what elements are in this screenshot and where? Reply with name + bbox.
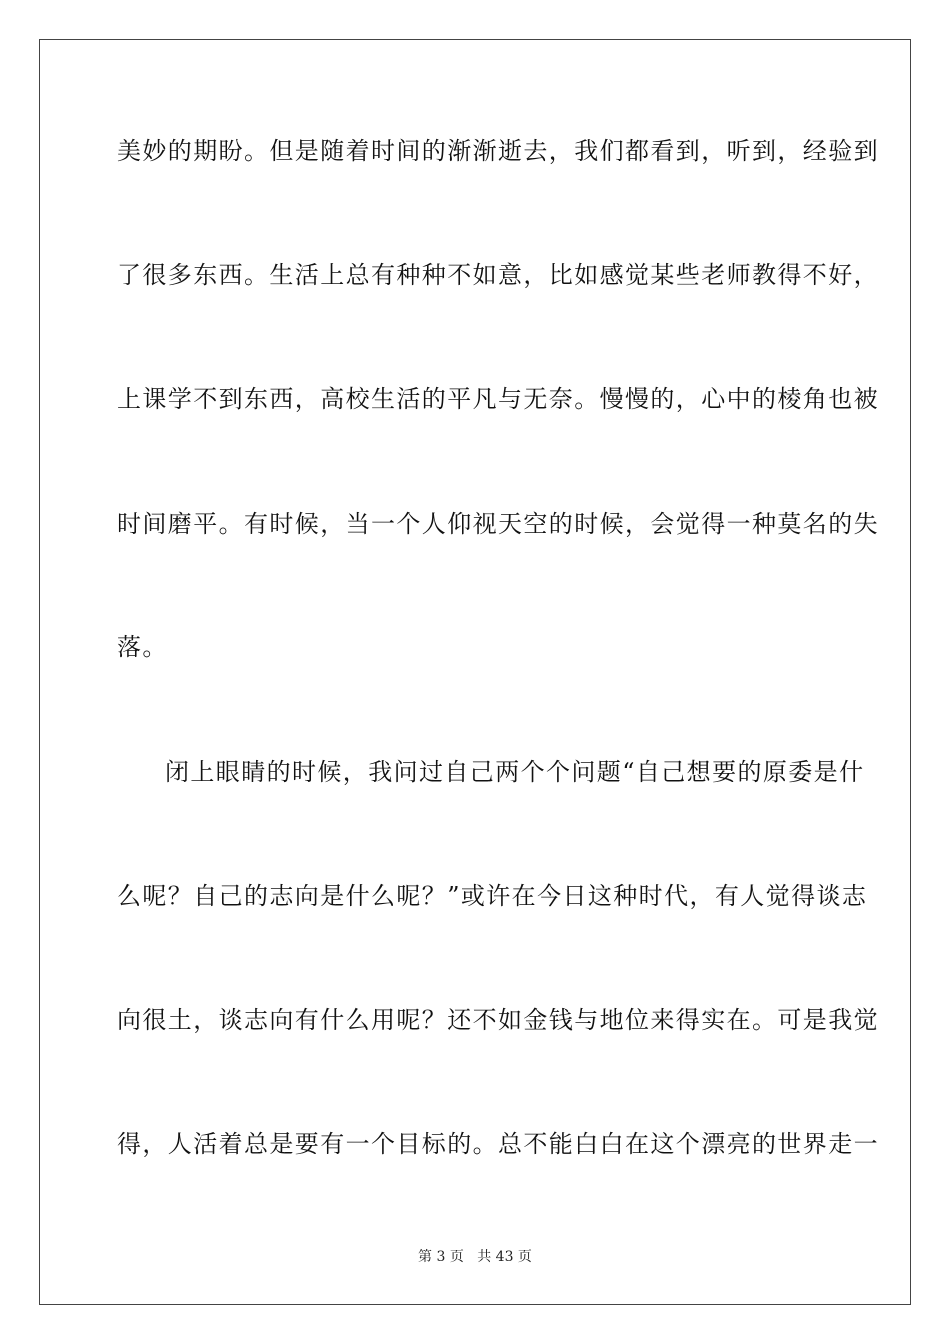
- page-border: [39, 39, 911, 1305]
- body-line-5: 落。: [117, 633, 168, 661]
- body-line-9: 得，人活着总是要有一个目标的。总不能白白在这个漂亮的世界走一: [117, 1130, 879, 1158]
- body-line-8: 向很土，谈志向有什么用呢？还不如金钱与地位来得实在。可是我觉: [117, 1006, 879, 1034]
- body-line-4: 时间磨平。有时候，当一个人仰视天空的时候，会觉得一种莫名的失: [117, 510, 879, 538]
- page-number: 第 3 页: [418, 1249, 464, 1265]
- page-footer: [0, 1248, 950, 1266]
- paragraph-2-first-line: 闭上眼睛的时候，我问过自己两个个问题“自己想要的原委是什: [165, 758, 865, 786]
- total-pages: 共 43 页: [477, 1249, 532, 1265]
- body-line-1: 美妙的期盼。但是随着时间的渐渐逝去，我们都看到，听到，经验到: [117, 137, 879, 165]
- body-line-2: 了很多东西。生活上总有种种不如意，比如感觉某些老师教得不好，: [117, 261, 879, 289]
- body-line-7: 么呢？自己的志向是什么呢？”或许在今日这种时代，有人觉得谈志: [117, 882, 868, 910]
- body-line-3: 上课学不到东西，高校生活的平凡与无奈。慢慢的，心中的棱角也被: [117, 385, 879, 413]
